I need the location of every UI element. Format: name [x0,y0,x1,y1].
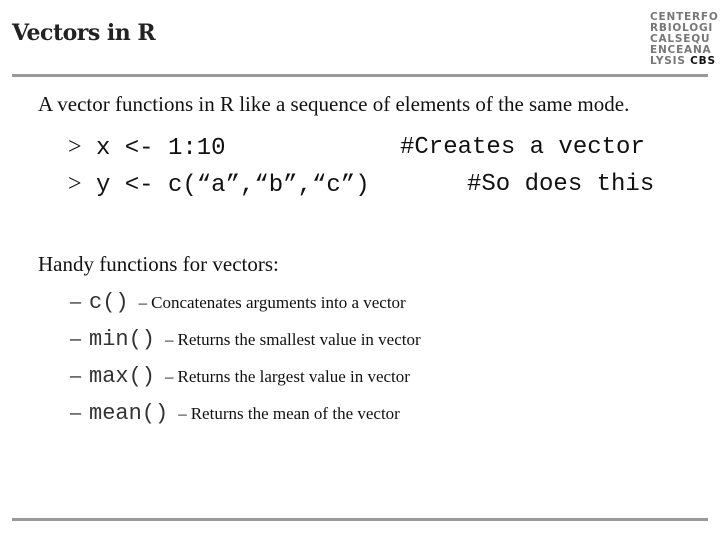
logo-row: RBIOLOGI [650,22,714,34]
function-description: Concatenates arguments into a vector [151,293,406,312]
code-prompt: > [68,134,82,160]
code-comment: #So does this [467,171,655,198]
cbs-logo [650,12,719,67]
bullet-dash: – [70,288,81,313]
code-line [68,134,226,162]
logo-row: ENCEANA [650,44,712,56]
code-comment: #Creates a vector [400,134,645,161]
function-name: min() [89,327,156,352]
separator: – [165,330,174,349]
logo-row-last [650,56,719,67]
functions-heading: Handy functions for vectors: [38,252,279,276]
logo-cbs: CBS [690,55,716,67]
logo-row: CENTERFO [650,11,719,23]
function-name: c() [89,290,129,315]
function-description: Returns the mean of the vector [190,404,400,423]
bullet-dash: – [70,325,81,350]
bottom-divider [12,518,708,521]
code-line [68,171,370,199]
code-prompt: > [68,171,82,197]
separator: – [138,293,148,312]
function-item [70,399,400,426]
function-item [70,325,421,352]
function-item [70,288,406,315]
function-item [70,362,410,389]
bullet-dash: – [70,399,81,424]
top-divider [12,74,708,77]
code-command: y <- c(“a”,“b”,“c”) [95,172,370,199]
function-name: max() [89,364,156,389]
function-name: mean() [89,401,169,426]
code-command: x <- 1:10 [95,135,226,162]
intro-text: A vector functions in R like a sequence of elements of the same mode. [38,92,630,116]
logo-row: CALSEQU [650,33,711,45]
logo-row-prefix: LYSIS [650,55,686,67]
function-description: Returns the largest value in vector [177,367,410,386]
bullet-dash: – [70,362,81,387]
function-description: Returns the smallest value in vector [177,330,421,349]
separator: – [178,404,187,423]
separator: – [165,367,174,386]
slide-title: Vectors in R [12,20,156,46]
